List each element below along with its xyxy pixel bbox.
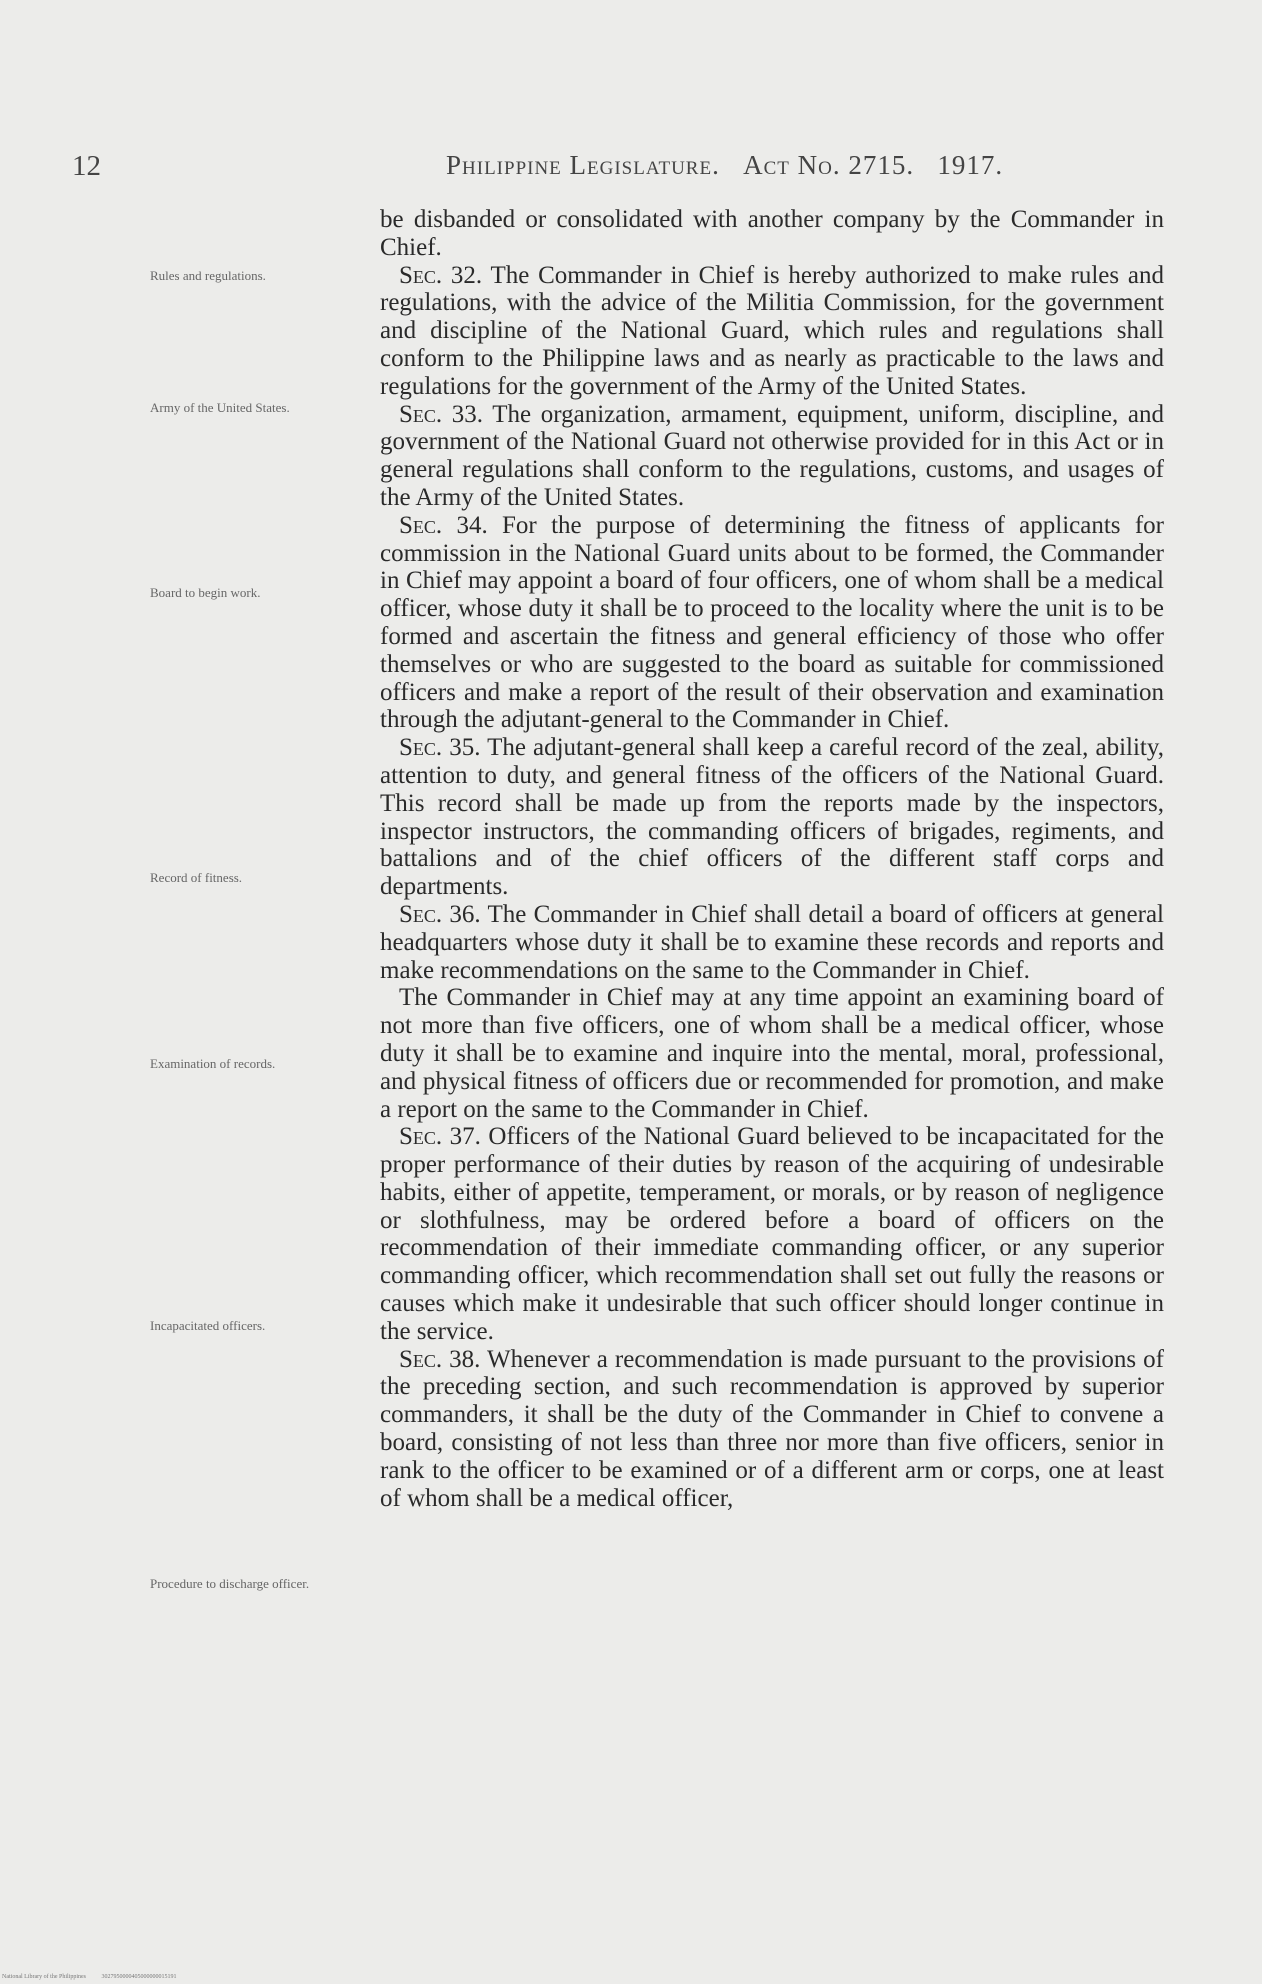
section-label: Sec. 32.: [399, 261, 483, 289]
section-label: Sec. 38.: [399, 1345, 481, 1373]
section-label: Sec. 35.: [399, 734, 481, 762]
section-35: Sec. 35. The adjutant-general shall keep a careful record of the zeal, ability, attention to duty, and general fitness of the officers of the National Guard. This record shall be made up from the reports made by the inspectors, inspector instructors, the commanding officers of brigades, regiments, and battalions and of the chief officers of the different staff corps and departments.: [380, 734, 1164, 901]
section-32: Sec. 32. The Commander in Chief is hereby authorized to make rules and regulations, with the advice of the Militia Commission, for the government and discipline of the National Guard, which rules and regulations shall conform to the Philippine laws and as nearly as practicable to the laws and regulations for the government of the Army of the United States.: [380, 261, 1164, 400]
marginal-note-board: Board to begin work.: [150, 585, 261, 600]
marginal-note-rules: Rules and regulations.: [150, 268, 266, 283]
scan-id: 3027950000405000000015191: [101, 1974, 177, 1980]
marginal-note-army: Army of the United States.: [150, 400, 290, 415]
section-label: Sec. 34.: [399, 511, 488, 539]
section-label: Sec. 37.: [399, 1123, 481, 1151]
paragraph-continuation: be disbanded or consolidated with another company by the Commander in Chief.: [380, 206, 1164, 261]
section-37: Sec. 37. Officers of the National Guard believed to be incapacitated for the proper performance of their duties by reason of the acquiring of undesirable habits, either of appetite, temperament, or morals, or by reason of negligence or slothfulness, may be ordered before a board of officers on the recommendation of their immediate commanding officer, or any superior commanding officer, which recommendation shall set out fully the reasons or causes which make it undesirable that such officer should longer continue in the service.: [380, 1123, 1165, 1345]
marginal-note-incapacitated: Incapacitated officers.: [150, 1318, 266, 1333]
marginal-note-procedure: Procedure to discharge officer.: [150, 1576, 310, 1591]
library-name: National Library of the Philippines: [2, 1974, 86, 1980]
section-36-paragraph-2: The Commander in Chief may at any time appoint an examining board of not more than five officers, one of whom shall be a medical officer, whose duty it shall be to examine and inquire into the mental, moral, professional, and physical fitness of officers due or recommended for promotion, and make a report on the same to the Commander in Chief.: [380, 984, 1164, 1123]
scan-footer: [2, 1974, 176, 1980]
section-label: Sec. 33.: [399, 400, 484, 428]
section-36: Sec. 36. The Commander in Chief shall detail a board of officers at general headquarters whose duty it shall be to examine these records and reports and make recommendations on the same to the Commander in Chief.: [380, 900, 1164, 984]
year: 1917.: [937, 150, 1004, 180]
marginal-note-record: Record of fitness.: [150, 870, 243, 885]
running-head: [446, 150, 1003, 181]
body-text: [380, 206, 1164, 1512]
page-number: 12: [72, 150, 101, 182]
section-label: Sec. 36.: [399, 900, 481, 928]
marginal-note-examination: Examination of records.: [150, 1056, 276, 1071]
section-38: Sec. 38. Whenever a recommendation is made pursuant to the provisions of the preceding section, and such recommendation is approved by superior commanders, it shall be the duty of the Commander in Chief to convene a board, consisting of not less than three nor more than five officers, senior in rank to the officer to be examined or of a different arm or corps, one at least of whom shall be a medical officer,: [380, 1345, 1164, 1512]
section-33: Sec. 33. The organization, armament, equipment, uniform, discipline, and government of the National Guard not otherwise provided for in this Act or in general regulations shall conform to the regulations, customs, and usages of the Army of the United States.: [380, 400, 1164, 511]
running-title: Philippine Legislature.: [446, 150, 720, 180]
act-number: Act No. 2715.: [743, 150, 915, 180]
section-34: Sec. 34. For the purpose of determining the fitness of applicants for commission in the National Guard units about to be formed, the Commander in Chief may appoint a board of four officers, one of whom shall be a medical officer, whose duty it shall be to proceed to the locality where the unit is to be formed and ascertain the fitness and general efficiency of those who offer themselves or who are suggested to the board as suitable for commissioned officers and make a report of the result of their observation and examination through the adjutant-general to the Commander in Chief.: [380, 511, 1164, 734]
